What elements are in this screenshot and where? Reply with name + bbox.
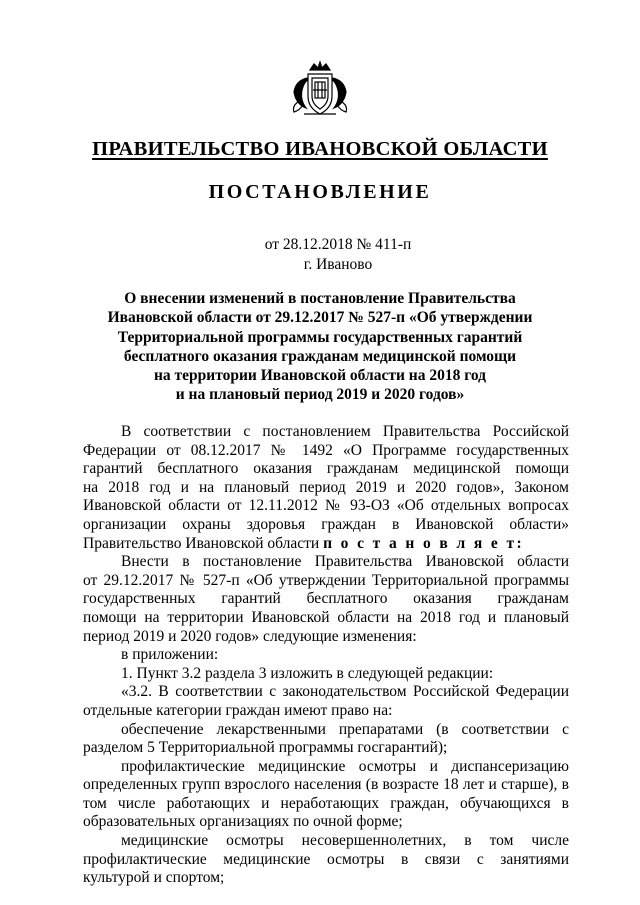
body-line: «3.2. В соответствии с законодательством Российской Федерации: [121, 683, 569, 701]
body-line: Внести в постановление Правительства Ивановской области: [121, 553, 569, 571]
body-line: от 29.12.2017 № 527-п «Об утверждении Территориальной программы: [83, 571, 569, 589]
body-line: на 2018 год и на плановый период 2019 и 2020 годов», Законом: [83, 478, 569, 496]
document-date-number: от 28.12.2018 № 411-п: [264, 236, 412, 253]
body-line-resolves: [83, 535, 569, 554]
body-line: Ивановской области от 12.11.2012 № 93-ОЗ «Об отдельных вопросах: [83, 497, 569, 515]
subject-line: Ивановской области от 29.12.2017 № 527-п «Об утверждении: [107, 309, 533, 327]
subject-line: бесплатного оказания гражданам медицинской помощи: [123, 347, 517, 365]
body-line: профилактические медицинские осмотры и диспансеризацию: [121, 757, 569, 775]
government-title: ПРАВИТЕЛЬСТВО ИВАНОВСКОЙ ОБЛАСТИ: [92, 138, 548, 160]
document-city: г. Иваново: [303, 256, 373, 273]
body-line: Правительство Ивановской области: [83, 534, 320, 552]
body-line: Федерации от 08.12.2017 № 1492 «О Программе государственных: [83, 441, 569, 459]
body-line: отдельные категории граждан имеют право на:: [83, 701, 393, 719]
subject-line: О внесении изменений в постановление Правительства: [124, 290, 516, 307]
resolves-word: п о с т а н о в л я е т:: [323, 534, 525, 552]
document-body: [83, 423, 569, 888]
subject-line: на территории Ивановской области на 2018 год: [153, 367, 487, 385]
body-line: обеспечение лекарственными препаратами (в соответствии с: [121, 720, 569, 738]
document-type: ПОСТАНОВЛЕНИЕ: [208, 181, 432, 203]
body-line: культурой и спортом;: [83, 869, 225, 887]
body-line: помощи на территории Ивановской области на 2018 год и плановый: [83, 608, 569, 626]
body-line: разделом 5 Территориальной программы госгарантий);: [83, 739, 448, 757]
body-line: медицинские осмотры несовершеннолетних, в том числе: [121, 832, 569, 850]
subject-line: и на плановый период 2019 и 2020 годов»: [175, 386, 465, 404]
subject-line: Территориальной программы государственных гарантий: [117, 328, 523, 346]
body-line: период 2019 и 2020 годов» следующие изменения:: [83, 627, 417, 645]
body-line: определенных групп взрослого населения (в возрасте 18 лет и старше), в: [83, 776, 569, 794]
body-line: В соответствии с постановлением Правительства Российской: [121, 423, 569, 440]
body-line: гарантий бесплатного оказания гражданам медицинской помощи: [83, 460, 569, 478]
body-line: том числе работающих и неработающих граждан, обучающихся в: [83, 794, 569, 812]
body-line: организации охраны здоровья граждан в Ивановской области»: [83, 515, 569, 533]
coat-of-arms-icon: [288, 56, 352, 120]
body-line: государственных гарантий бесплатного оказания гражданам: [83, 590, 569, 608]
body-line: 1. Пункт 3.2 раздела 3 изложить в следующей редакции:: [121, 664, 494, 682]
body-line: образовательных организациях по очной форме;: [83, 813, 403, 831]
document-subject: [0, 289, 640, 405]
body-line: в приложении:: [121, 646, 219, 664]
body-line: профилактические медицинские осмотры в связи с занятиями: [83, 850, 569, 868]
